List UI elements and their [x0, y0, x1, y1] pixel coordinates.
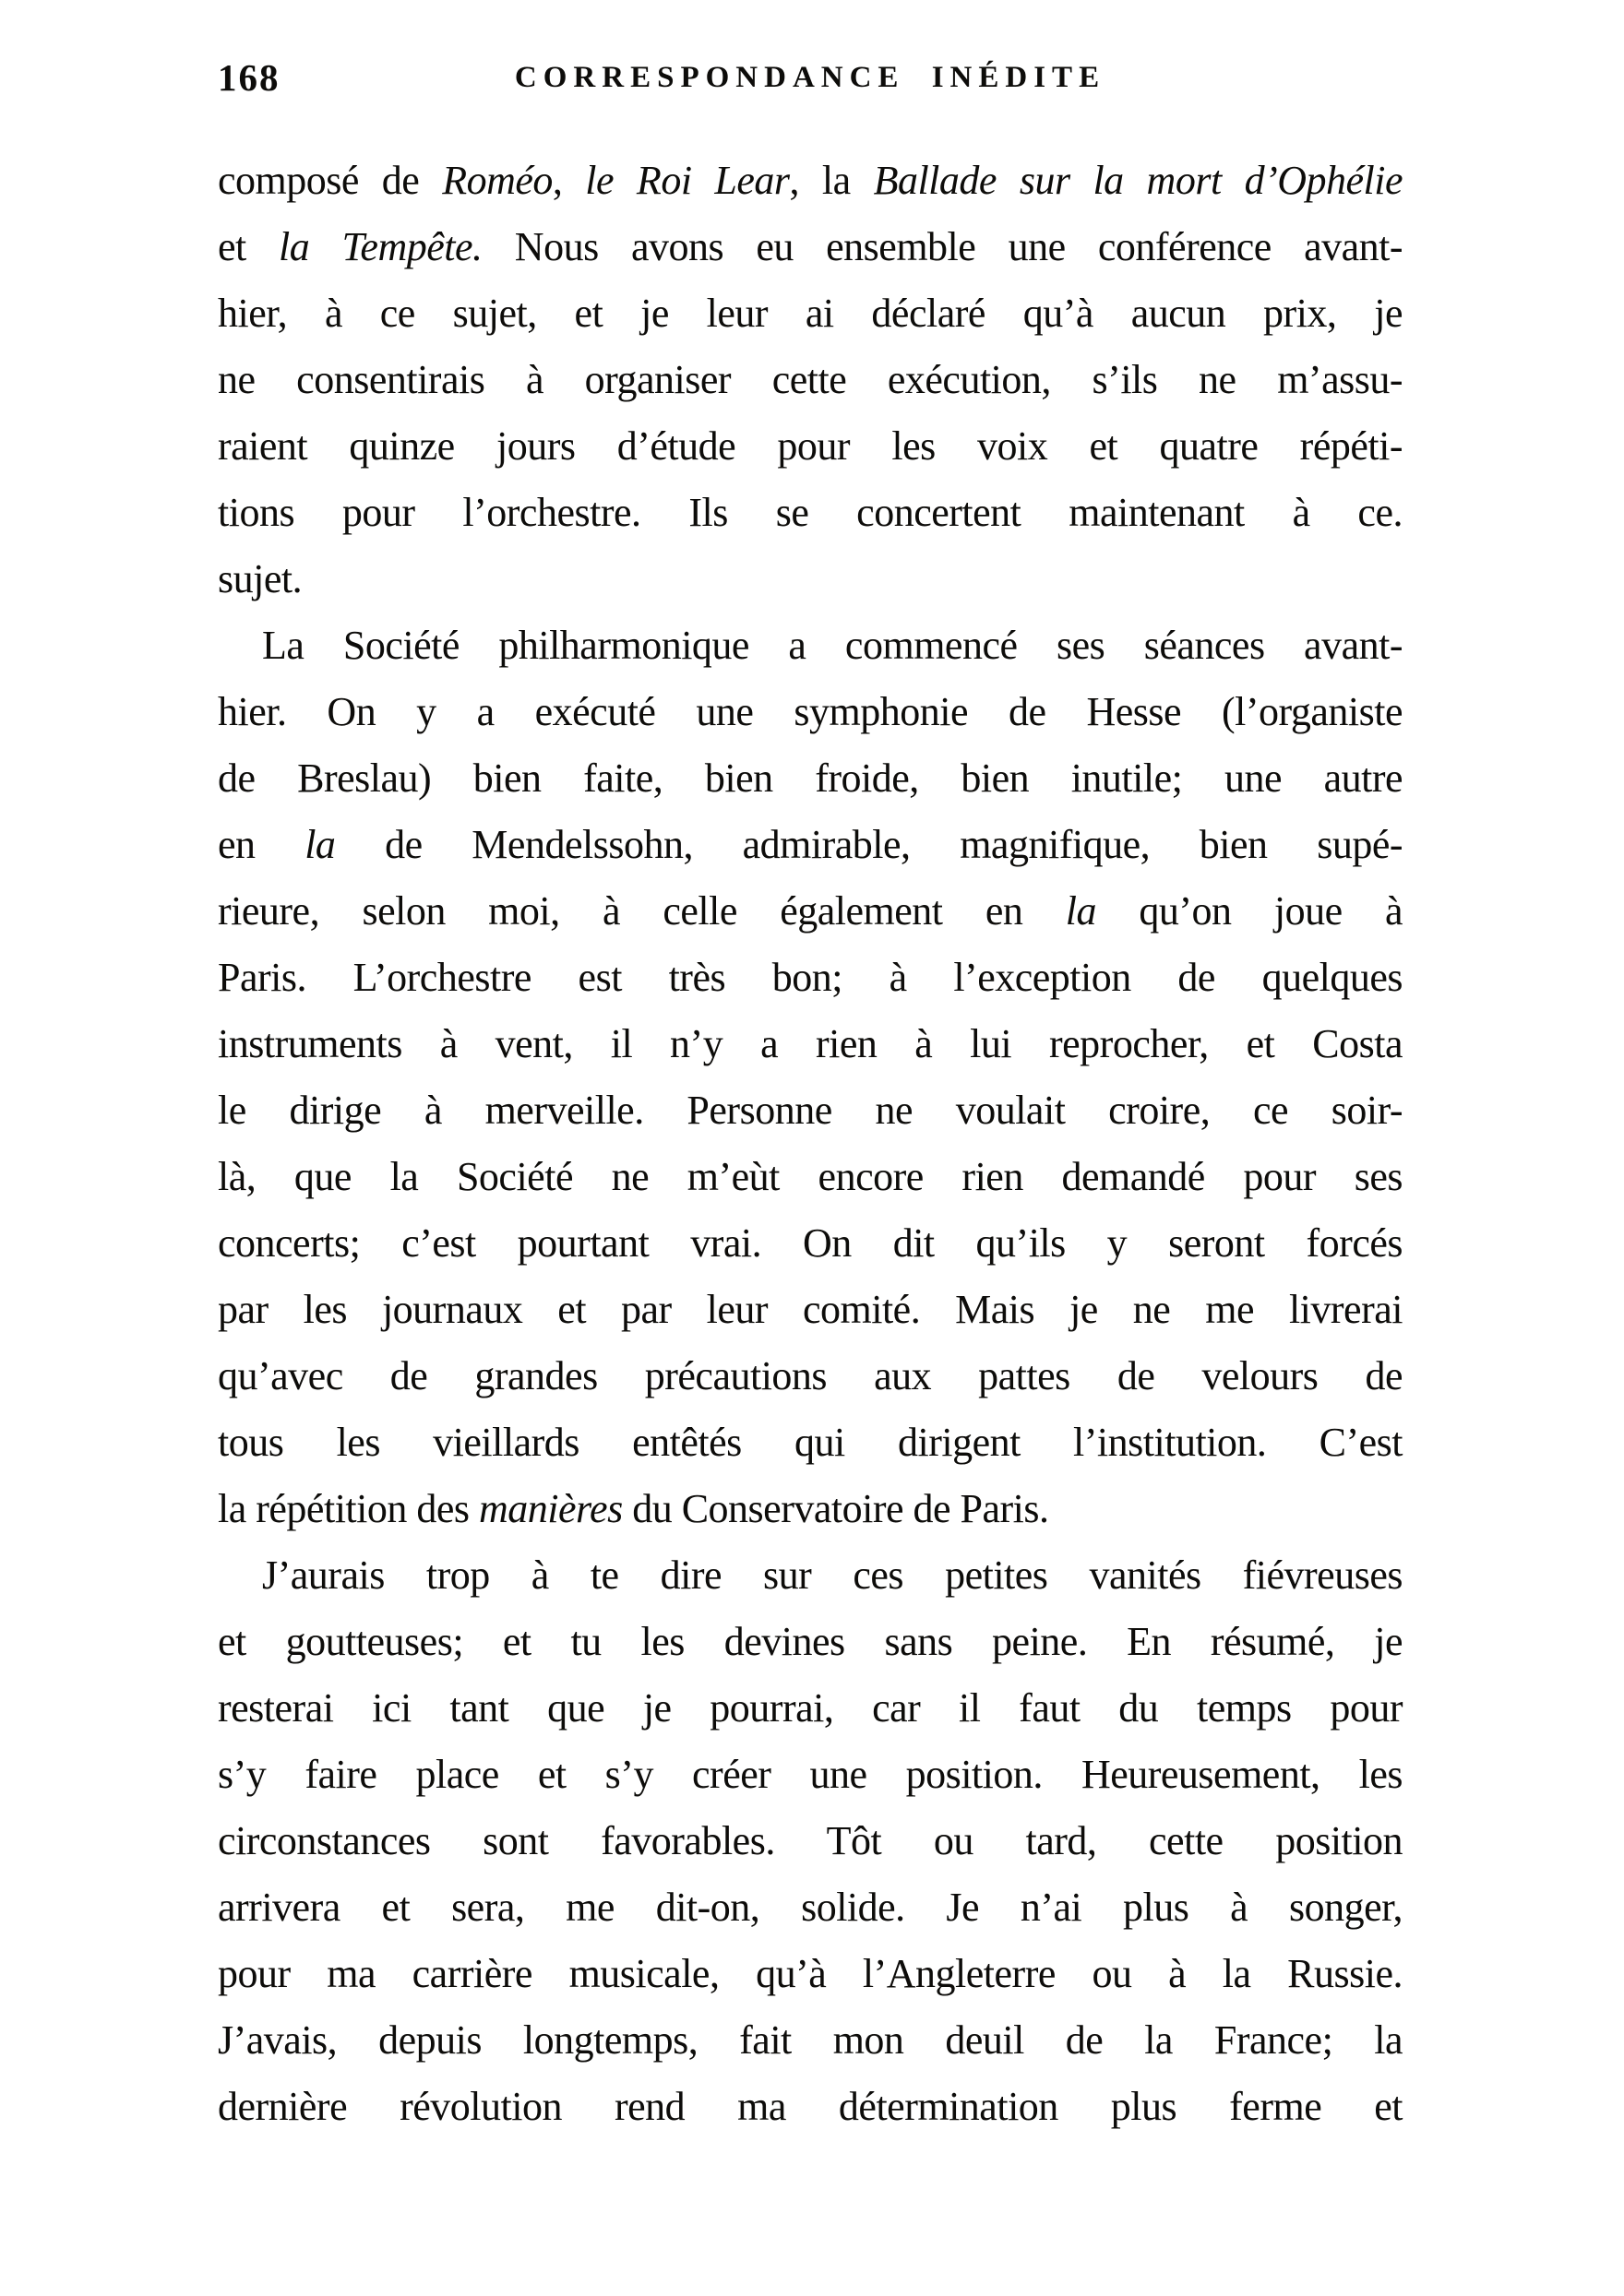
text-line	[218, 613, 1403, 679]
text-segment: s’y faire place et s’y créer une position. Heureusement, les	[218, 1752, 1403, 1797]
text-segment: J’avais, depuis longtemps, fait mon deuil de la France; la	[218, 2017, 1403, 2063]
text-line	[218, 1874, 1403, 1941]
text-segment: resterai ici tant que je pourrai, car il faut du temps pour	[218, 1685, 1403, 1731]
text-segment: ,	[552, 158, 586, 203]
text-segment: de Mendelssohn, admirable, magnifique, bien supé-	[335, 822, 1403, 867]
text-segment: hier, à ce sujet, et je leur ai déclaré qu’à aucun prix, je	[218, 291, 1403, 336]
italic-text-segment: la	[1065, 888, 1096, 934]
text-line	[218, 280, 1403, 347]
text-line	[218, 878, 1403, 945]
text-segment: rieure, selon moi, à celle également en	[218, 888, 1066, 934]
text-segment: tions pour l’orchestre. Ils se concertent maintenant à ce.	[218, 490, 1403, 535]
text-segment: tous les vieillards entêtés qui dirigent l’institution. C’est	[218, 1420, 1403, 1465]
italic-text-segment: la	[304, 822, 336, 867]
text-segment: concerts; c’est pourtant vrai. On dit qu’ils y seront forcés	[218, 1220, 1403, 1266]
page-number: 168	[218, 56, 281, 99]
italic-text-segment: Ballade sur la mort d’Ophélie	[873, 158, 1403, 203]
text-segment: Nous avons eu ensemble une conférence avant-	[482, 224, 1403, 269]
text-segment: et goutteuses; et tu les devines sans peine. En résumé, je	[218, 1619, 1403, 1664]
text-line	[218, 1011, 1403, 1077]
text-line	[218, 812, 1403, 878]
text-line	[218, 1476, 1403, 1542]
page-header	[218, 54, 1403, 105]
text-line	[218, 1144, 1403, 1210]
text-segment: par les journaux et par leur comité. Mais je ne me livrerai	[218, 1287, 1403, 1332]
text-segment: en	[218, 822, 305, 867]
text-segment: la répétition des	[218, 1486, 480, 1531]
text-line	[218, 413, 1403, 480]
text-line	[218, 1077, 1403, 1144]
text-segment: , la	[789, 158, 874, 203]
italic-text-segment: la Tempête.	[279, 224, 483, 269]
text-segment: dernière révolution rend ma détermination plus ferme et	[218, 2084, 1403, 2129]
text-segment: circonstances sont favorables. Tôt ou tard, cette position	[218, 1818, 1403, 1863]
text-segment: qu’avec de grandes précautions aux pattes de velours de	[218, 1353, 1403, 1398]
text-line	[218, 1210, 1403, 1277]
italic-text-segment: le Roi Lear	[585, 158, 790, 203]
running-title: CORRESPONDANCE INÉDITE	[514, 61, 1106, 94]
text-segment: pour ma carrière musicale, qu’à l’Angleterre ou à la Russie.	[218, 1951, 1403, 1996]
text-segment: le dirige à merveille. Personne ne voulait croire, ce soir-	[218, 1088, 1403, 1133]
text-segment: composé de	[218, 158, 443, 203]
text-segment: et	[218, 224, 280, 269]
text-line	[218, 148, 1403, 214]
italic-text-segment: manières	[479, 1486, 623, 1531]
text-line	[218, 1277, 1403, 1343]
text-segment: arrivera et sera, me dit-on, solide. Je n’ai plus à songer,	[218, 1885, 1403, 1930]
text-segment: du Conservatoire de Paris.	[622, 1486, 1049, 1531]
text-line	[218, 480, 1403, 546]
text-line	[218, 347, 1403, 413]
page-text	[218, 148, 1403, 2140]
text-line	[218, 1609, 1403, 1675]
text-segment: ne consentirais à organiser cette exécution, s’ils ne m’assu-	[218, 357, 1403, 402]
italic-text-segment: Roméo	[442, 158, 553, 203]
text-segment: sujet.	[218, 556, 303, 601]
text-segment: J’aurais trop à te dire sur ces petites vanités fiévreuses	[262, 1552, 1403, 1598]
text-line	[218, 679, 1403, 745]
text-segment: qu’on joue à	[1096, 888, 1403, 934]
text-line	[218, 2007, 1403, 2074]
text-segment: instruments à vent, il n’y a rien à lui reprocher, et Costa	[218, 1021, 1403, 1066]
text-segment: hier. On y a exécuté une symphonie de Hesse (l’organiste	[218, 689, 1403, 734]
text-segment: Paris. L’orchestre est très bon; à l’exception de quelques	[218, 955, 1403, 1000]
text-segment: raient quinze jours d’étude pour les voix et quatre répéti-	[218, 423, 1403, 469]
text-line	[218, 214, 1403, 280]
text-line	[218, 1675, 1403, 1742]
text-segment: de Breslau) bien faite, bien froide, bien inutile; une autre	[218, 755, 1403, 801]
text-line	[218, 2074, 1403, 2140]
text-segment: là, que la Société ne m’eùt encore rien demandé pour ses	[218, 1154, 1403, 1199]
text-line	[218, 745, 1403, 812]
text-line	[218, 1742, 1403, 1808]
text-line	[218, 1808, 1403, 1874]
text-line	[218, 945, 1403, 1011]
text-line	[218, 546, 1403, 613]
text-line	[218, 1343, 1403, 1410]
text-segment: La Société philharmonique a commencé ses séances avant-	[262, 623, 1403, 668]
text-line	[218, 1941, 1403, 2007]
text-line	[218, 1410, 1403, 1476]
text-line	[218, 1542, 1403, 1609]
